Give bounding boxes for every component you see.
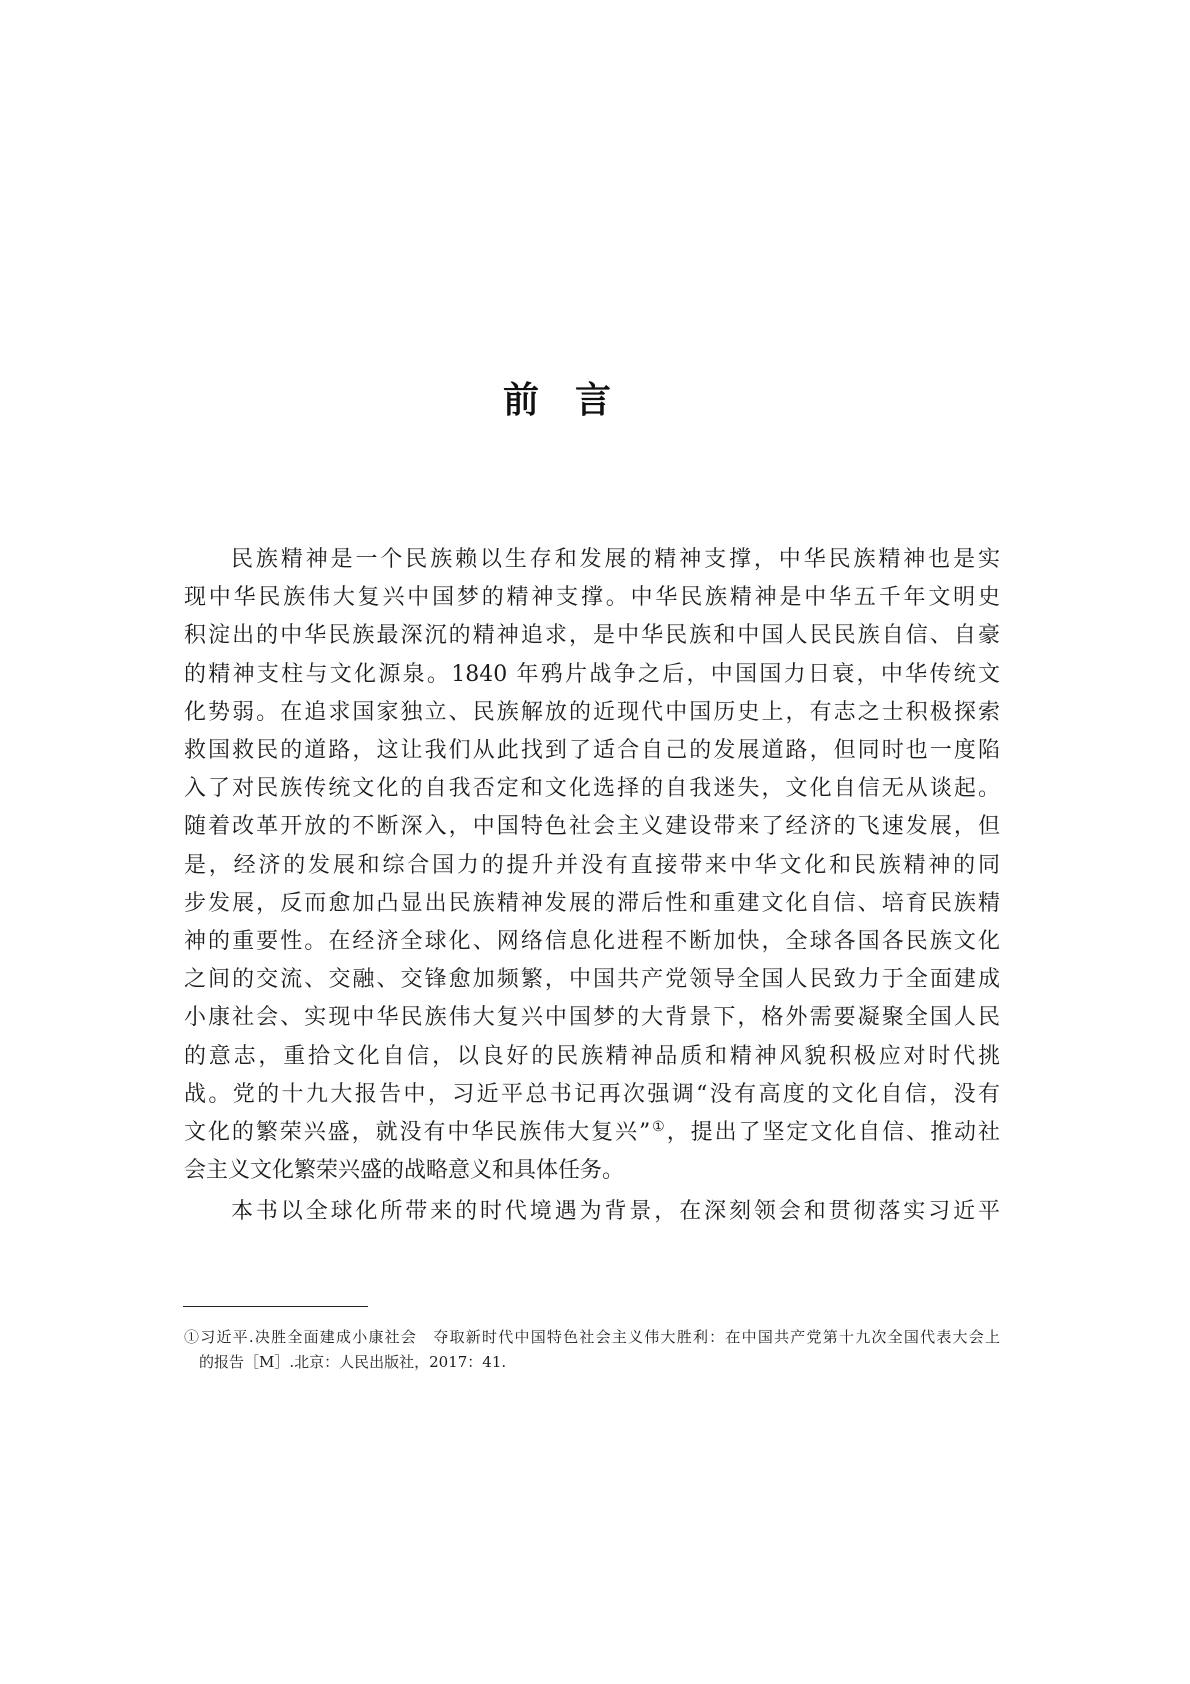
chapter-title: 前 言 [502,379,611,421]
footnote [184,1325,1000,1375]
text-line: 现中华民族伟大复兴中国梦的精神支撑。中华民族精神是中华五千年文明史 [184,585,1000,611]
text-line: 神的重要性。在经济全球化、网络信息化进程不断加快，全球各国各民族文化 [184,929,1000,955]
text-line: 本书以全球化所带来的时代境遇为背景，在深刻领会和贯彻落实习近平 [231,1199,1000,1225]
text-segment: 文化的繁荣兴盛，就没有中华民族伟大复兴” [184,1120,651,1146]
footnote-reference: ① [650,1119,667,1136]
text-line: 随着改革开放的不断深入，中国特色社会主义建设带来了经济的飞速发展，但 [184,814,1000,840]
text-line [184,1114,1000,1152]
text-line: 的精神支柱与文化源泉。1840 年鸦片战争之后，中国国力日衰，中华传统文 [184,661,1000,687]
text-line: 的意志，重拾文化自信，以良好的民族精神品质和精神风貌积极应对时代挑 [184,1043,1000,1069]
text-line: 小康社会、实现中华民族伟大复兴中国梦的大背景下，格外需要凝聚全国人民 [184,1005,1000,1031]
text-line: 民族精神是一个民族赖以生存和发展的精神支撑，中华民族精神也是实 [231,547,1000,572]
paragraph [184,541,1000,1190]
footnote-line: 的报告［M］.北京：人民出版社，2017：41. [199,1353,507,1371]
text-line: 积淀出的中华民族最深沉的精神追求，是中华民族和中国人民民族自信、自豪 [184,623,1000,649]
text-segment: ，提出了坚定文化自信、推动社 [666,1120,1000,1146]
paragraph [184,1193,1000,1231]
text-line: 入了对民族传统文化的自我否定和文化选择的自我迷失，文化自信无从谈起。 [184,776,1000,802]
text-line: 步发展，反而愈加凸显出民族精神发展的滞后性和重建文化自信、培育民族精 [184,890,1000,916]
body-text [184,541,1000,1232]
text-line: 会主义文化繁荣兴盛的战略意义和具体任务。 [184,1158,625,1184]
text-line: 是，经济的发展和综合国力的提升并没有直接带来中华文化和民族精神的同 [184,852,1000,878]
text-line: 化势弱。在追求国家独立、民族解放的近现代中国历史上，有志之士积极探索 [184,699,1000,725]
footnote-divider [183,1306,368,1307]
text-line: 战。党的十九大报告中，习近平总书记再次强调“没有高度的文化自信，没有 [184,1081,1000,1107]
text-line: 救国救民的道路，这让我们从此找到了适合自己的发展道路，但同时也一度陷 [184,738,1000,764]
footnote-line: ①习近平.决胜全面建成小康社会 夺取新时代中国特色社会主义伟大胜利：在中国共产党第十九次全国代表大会上 [184,1328,1000,1346]
text-line: 之间的交流、交融、交锋愈加频繁，中国共产党领导全国人民致力于全面建成 [184,967,1000,993]
